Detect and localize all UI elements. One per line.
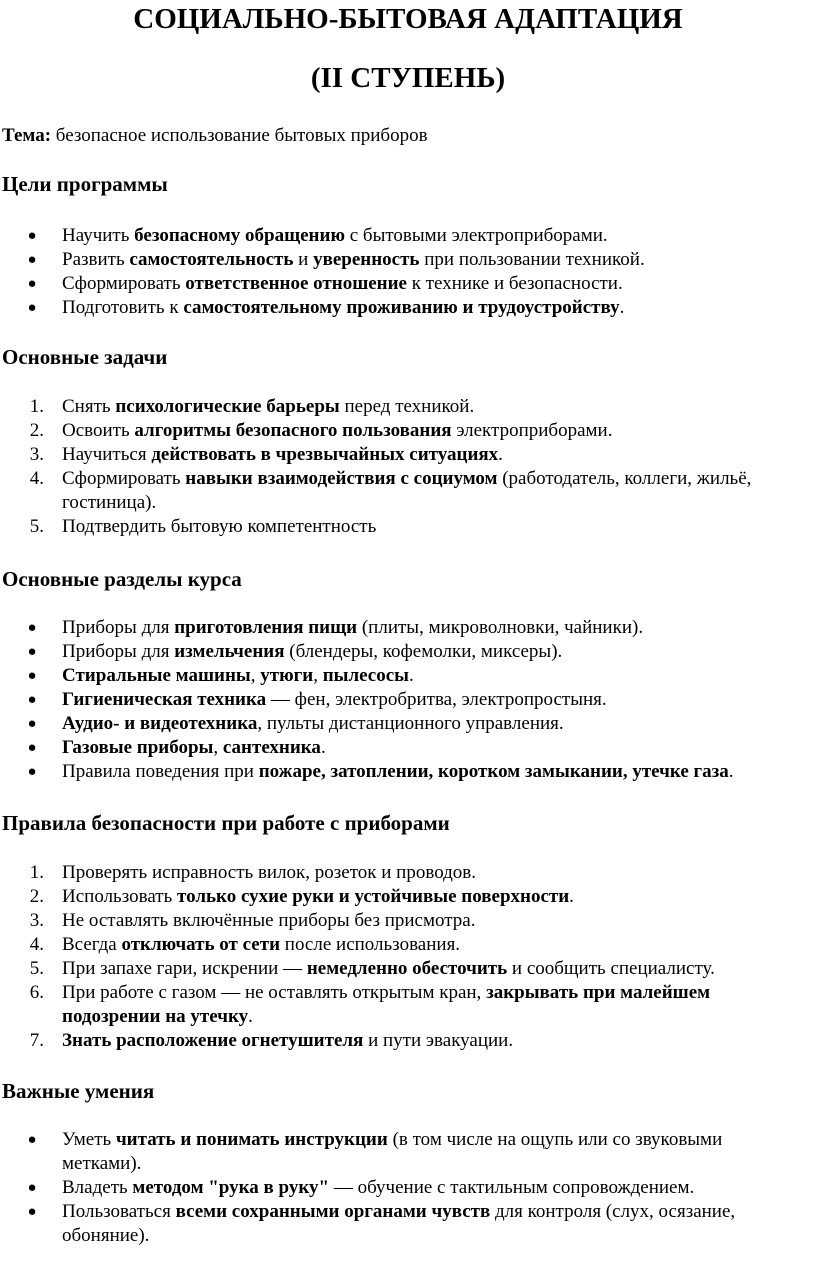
- bullet-icon: ●: [27, 1204, 37, 1220]
- list-item: [0, 933, 790, 957]
- list-item: [0, 712, 790, 736]
- item-text: Всегда: [62, 934, 122, 955]
- sections-heading: Основные разделы курса: [2, 567, 242, 591]
- bold-text: сантехника: [222, 737, 321, 758]
- item-text: Правила поведения при: [62, 761, 259, 782]
- bullet-icon: ●: [27, 300, 37, 316]
- item-text: ,: [313, 665, 323, 686]
- bold-text: только сухие руки и устойчивые поверхности: [177, 886, 570, 907]
- list-item: [0, 1176, 790, 1200]
- bold-text: алгоритмы безопасного пользования: [134, 420, 452, 441]
- item-number: 2.: [29, 420, 44, 441]
- item-text: Сформировать: [62, 468, 186, 489]
- item-text: (работодатель, коллеги, жильё, гостиница).: [62, 468, 752, 513]
- bold-text: немедленно обесточить: [306, 958, 508, 979]
- bold-text: методом "рука в руку": [132, 1177, 330, 1198]
- item-text: Подготовить к: [62, 297, 184, 318]
- item-text: с бытовыми электроприборами.: [344, 225, 608, 246]
- list-item: [0, 296, 790, 320]
- goals-heading: Цели программы: [2, 172, 168, 196]
- list-item: [0, 1128, 790, 1176]
- bullet-icon: ●: [27, 716, 37, 732]
- list-item: [0, 861, 790, 885]
- list-item: [0, 224, 790, 248]
- item-number: 7.: [29, 1030, 44, 1051]
- list-item: [0, 443, 790, 467]
- item-number: 6.: [29, 982, 44, 1003]
- bullet-icon: ●: [27, 1132, 37, 1148]
- item-number: 1.: [29, 396, 44, 417]
- list-item: [0, 616, 790, 640]
- list-item: [0, 248, 790, 272]
- item-text: для контроля (слух, осязание, обоняние).: [62, 1201, 736, 1246]
- bullet-icon: ●: [27, 620, 37, 636]
- item-text: Не оставлять включённые приборы без присмотра.: [62, 910, 476, 931]
- item-number: 5.: [29, 958, 44, 979]
- item-number: 3.: [29, 910, 44, 931]
- document-subtitle: (II СТУПЕНЬ): [310, 62, 506, 94]
- bullet-icon: ●: [27, 668, 37, 684]
- item-text: Приборы для: [62, 617, 175, 638]
- document-title: СОЦИАЛЬНО-БЫТОВАЯ АДАПТАЦИЯ: [133, 3, 683, 35]
- item-text: .: [498, 444, 503, 465]
- item-text: Подтвердить бытовую компетентность: [62, 516, 377, 537]
- bullet-icon: ●: [27, 228, 37, 244]
- list-item: [0, 885, 790, 909]
- safety-list: [0, 861, 790, 1053]
- bullet-icon: ●: [27, 740, 37, 756]
- list-item: [0, 419, 790, 443]
- item-text: к технике и безопасности.: [407, 273, 623, 294]
- bullet-icon: ●: [27, 692, 37, 708]
- item-text: при пользовании техникой.: [419, 249, 645, 270]
- bullet-icon: ●: [27, 764, 37, 780]
- bullet-icon: ●: [27, 252, 37, 268]
- item-text: .: [619, 297, 625, 318]
- bold-text: всеми сохранными органами чувств: [175, 1201, 491, 1222]
- bold-text: ответственное отношение: [185, 273, 407, 294]
- list-item: [0, 688, 790, 712]
- item-text: (плиты, микроволновки, чайники).: [357, 617, 644, 638]
- topic-label: Тема:: [2, 125, 52, 146]
- bold-text: Гигиеническая техника: [62, 689, 267, 710]
- bold-text: уверенность: [313, 249, 420, 270]
- list-item: [0, 957, 790, 981]
- item-text: Освоить: [62, 420, 135, 441]
- bold-text: навыки взаимодействия с социумом: [185, 468, 498, 489]
- item-text: ,: [250, 665, 261, 686]
- item-text: При работе с газом — не оставлять открытым кран,: [62, 982, 487, 1003]
- list-item: [0, 664, 790, 688]
- list-item: [0, 467, 790, 515]
- item-text: .: [409, 665, 414, 686]
- item-text: — обучение с тактильным сопровождением.: [329, 1177, 695, 1198]
- bold-text: психологические барьеры: [115, 396, 340, 417]
- item-text: При запахе гари, искрении —: [62, 958, 307, 979]
- bold-text: Знать расположение огнетушителя: [62, 1030, 364, 1051]
- skills-heading: Важные умения: [2, 1079, 155, 1103]
- item-text: Проверять исправность вилок, розеток и проводов.: [62, 862, 477, 883]
- skills-list: [0, 1128, 790, 1248]
- item-text: .: [320, 737, 326, 758]
- item-text: .: [728, 761, 734, 782]
- bold-text: самостоятельность: [129, 249, 294, 270]
- item-text: ,: [213, 737, 223, 758]
- item-text: и: [293, 249, 314, 270]
- item-number: 4.: [29, 468, 44, 489]
- item-text: (в том числе на ощупь или со звуковыми метками).: [62, 1129, 723, 1174]
- item-text: Развить: [62, 249, 130, 270]
- bold-text: приготовления пищи: [174, 617, 358, 638]
- bold-text: Аудио- и видеотехника: [62, 713, 258, 734]
- item-text: Уметь: [62, 1129, 116, 1150]
- item-text: — фен, электробритва, электропростыня.: [266, 689, 607, 710]
- item-number: 2.: [29, 886, 44, 907]
- item-text: и сообщить специалисту.: [507, 958, 715, 979]
- item-number: 4.: [29, 934, 44, 955]
- list-item: [0, 640, 790, 664]
- item-text: перед техникой.: [339, 396, 475, 417]
- bold-text: измельчения: [174, 641, 285, 662]
- list-item: [0, 981, 790, 1029]
- item-text: , пульты дистанционного управления.: [257, 713, 564, 734]
- bullet-icon: ●: [27, 644, 37, 660]
- topic-line: [2, 124, 428, 148]
- list-item: [0, 272, 790, 296]
- item-text: Снять: [62, 396, 116, 417]
- list-item: [0, 1029, 790, 1053]
- item-text: Пользоваться: [62, 1201, 176, 1222]
- list-item: [0, 736, 790, 760]
- bold-text: действовать в чрезвычайных ситуациях: [151, 444, 499, 465]
- item-text: .: [569, 886, 574, 907]
- bold-text: Стиральные машины: [62, 665, 251, 686]
- list-item: [0, 760, 790, 784]
- bold-text: самостоятельному проживанию и трудоустройству: [183, 297, 620, 318]
- bold-text: утюги: [260, 665, 314, 686]
- item-number: 5.: [29, 516, 44, 537]
- goals-list: [0, 224, 790, 320]
- safety-heading: Правила безопасности при работе с приборами: [2, 811, 450, 835]
- sections-list: [0, 616, 790, 784]
- item-number: 1.: [29, 862, 44, 883]
- item-text: после использования.: [280, 934, 461, 955]
- list-item: [0, 515, 790, 539]
- item-number: 3.: [29, 444, 44, 465]
- list-item: [0, 1200, 790, 1248]
- item-text: Сформировать: [62, 273, 186, 294]
- list-item: [0, 909, 790, 933]
- bold-text: Газовые приборы: [62, 737, 214, 758]
- bold-text: отключать от сети: [121, 934, 281, 955]
- tasks-list: [0, 395, 790, 539]
- bold-text: пожаре, затоплении, коротком замыкании, утечке газа: [258, 761, 729, 782]
- item-text: электроприборами.: [451, 420, 613, 441]
- item-text: Научиться: [62, 444, 152, 465]
- bold-text: пылесосы: [322, 665, 409, 686]
- topic-value: безопасное использование бытовых приборов: [51, 125, 428, 146]
- bullet-icon: ●: [27, 276, 37, 292]
- list-item: [0, 395, 790, 419]
- bold-text: закрывать при малейшем подозрении на утечку: [62, 982, 711, 1027]
- tasks-heading: Основные задачи: [2, 345, 168, 369]
- bold-text: безопасному обращению: [134, 225, 345, 246]
- item-text: и пути эвакуации.: [363, 1030, 514, 1051]
- bullet-icon: ●: [27, 1180, 37, 1196]
- item-text: Использовать: [62, 886, 177, 907]
- bold-text: читать и понимать инструкции: [115, 1129, 388, 1150]
- item-text: (блендеры, кофемолки, миксеры).: [284, 641, 563, 662]
- item-text: Владеть: [62, 1177, 133, 1198]
- item-text: Научить: [62, 225, 135, 246]
- item-text: Приборы для: [62, 641, 175, 662]
- item-text: .: [248, 1006, 253, 1027]
